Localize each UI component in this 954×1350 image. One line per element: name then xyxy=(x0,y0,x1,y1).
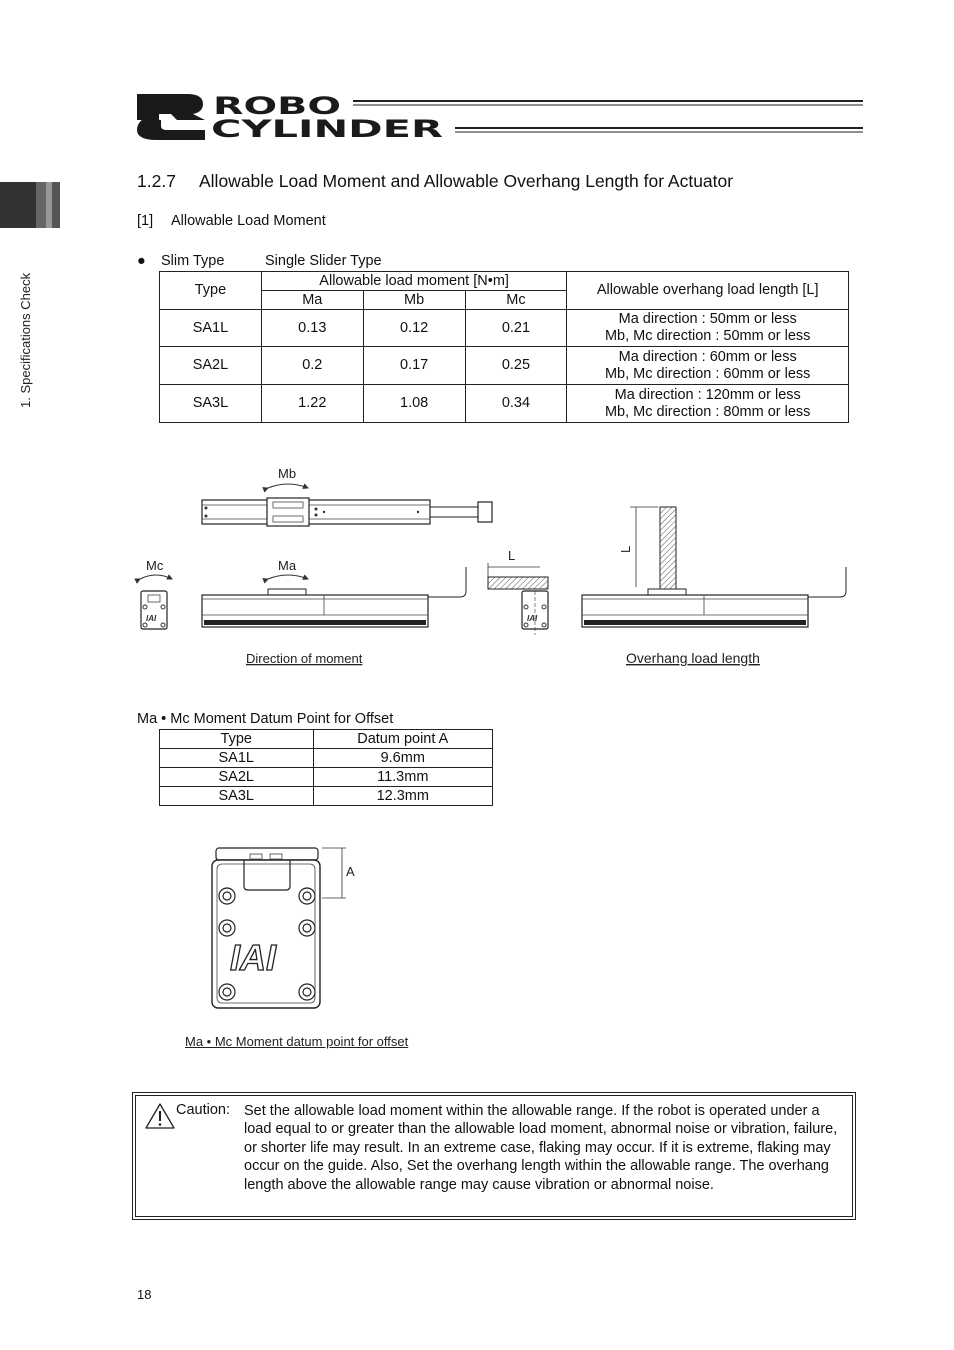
table-row xyxy=(160,749,493,768)
cell-type: SA1L xyxy=(160,749,314,768)
table-row xyxy=(160,385,849,423)
side-section-label: 1. Specifications Check xyxy=(18,272,33,408)
header-type: Type xyxy=(160,272,262,310)
header-type: Type xyxy=(160,730,314,749)
caption-overhang-load-length: Overhang load length xyxy=(626,650,760,666)
header-ma: Ma xyxy=(261,291,363,310)
cell-ma: 0.2 xyxy=(261,347,363,385)
header-datum-point: Datum point A xyxy=(313,730,492,749)
overhang-ma: Ma direction : 60mm or less xyxy=(618,348,797,365)
slider-label: Single Slider Type xyxy=(265,253,382,269)
overhang-mbmc: Mb, Mc direction : 50mm or less xyxy=(604,328,811,344)
logo-robo: ROBO xyxy=(213,92,341,120)
caution-box xyxy=(132,1092,856,1220)
cell-mb: 0.12 xyxy=(363,310,465,347)
cell-mb: 1.08 xyxy=(363,385,465,423)
overhang-ma: Ma direction : 120mm or less xyxy=(614,386,801,403)
cell-datum: 12.3mm xyxy=(313,787,492,806)
brand-mark-iai: IAI xyxy=(230,937,277,978)
datum-title: Ma • Mc Moment Datum Point for Offset xyxy=(137,711,394,727)
label-ma: Ma xyxy=(278,558,297,573)
cell-type: SA3L xyxy=(160,385,262,423)
slider-type-line xyxy=(137,253,382,269)
cell-ma: 1.22 xyxy=(261,385,363,423)
section-title: Allowable Load Moment and Allowable Overhang Length for Actuator xyxy=(199,171,734,191)
cell-overhang xyxy=(567,310,849,347)
bullet-icon: ● xyxy=(137,253,146,269)
cell-datum: 9.6mm xyxy=(313,749,492,768)
cell-datum: 11.3mm xyxy=(313,768,492,787)
cell-overhang xyxy=(567,385,849,423)
side-tab-marker xyxy=(0,182,60,228)
header-mb: Mb xyxy=(363,291,465,310)
cell-type: SA2L xyxy=(160,347,262,385)
cell-type: SA3L xyxy=(160,787,314,806)
cell-mc: 0.25 xyxy=(465,347,567,385)
datum-table xyxy=(159,729,493,806)
table-row xyxy=(160,347,849,385)
caution-text: Set the allowable load moment within the allowable range. If the robot is operated under a load equal to or greater than the allowable load moment, abnormal noise or vibration, failure, or shorter life may result. In an extreme case, flaking may occur. If it is extreme, flaking may occur on the guide. Also, Set the overhang length within the allowable range. The overhang length above the allowable range may cause vibration or abnormal noise. xyxy=(244,1103,838,1193)
page-number: 18 xyxy=(137,1287,152,1302)
caution-label: Caution: xyxy=(176,1102,231,1118)
cell-ma: 0.13 xyxy=(261,310,363,347)
cell-mc: 0.34 xyxy=(465,385,567,423)
table-row xyxy=(160,787,493,806)
subsection-number: [1] xyxy=(137,213,154,229)
brand-mark-end: IAI xyxy=(527,614,538,623)
moment-direction-diagram xyxy=(130,455,860,685)
cell-type: SA1L xyxy=(160,310,262,347)
brand-mark-small: IAI xyxy=(146,614,157,623)
section-heading xyxy=(137,171,733,192)
table-row xyxy=(160,310,849,347)
label-l-horizontal: L xyxy=(508,548,516,563)
label-a: A xyxy=(346,864,355,879)
section-number: 1.2.7 xyxy=(137,171,176,191)
label-l-vertical: L xyxy=(618,545,633,553)
load-moment-table xyxy=(159,271,849,423)
cell-mc: 0.21 xyxy=(465,310,567,347)
label-mc: Mc xyxy=(146,558,164,573)
label-mb: Mb xyxy=(278,466,297,481)
logo-cylinder: CYLINDER xyxy=(211,115,443,142)
datum-point-figure xyxy=(200,842,370,1017)
header-mc: Mc xyxy=(465,291,567,310)
type-label: Slim Type xyxy=(161,253,225,269)
header-overhang: Allowable overhang load length [L] xyxy=(567,272,849,310)
header-moment: Allowable load moment [N•m] xyxy=(261,272,567,291)
table-row xyxy=(160,768,493,787)
overhang-ma: Ma direction : 50mm or less xyxy=(618,311,797,327)
caption-datum-point: Ma • Mc Moment datum point for offset xyxy=(185,1034,409,1049)
cell-overhang xyxy=(567,347,849,385)
caption-direction-of-moment: Direction of moment xyxy=(246,651,363,666)
subsection-title: Allowable Load Moment xyxy=(171,213,326,229)
subsection-heading xyxy=(137,213,326,229)
overhang-mbmc: Mb, Mc direction : 60mm or less xyxy=(604,365,811,382)
cell-mb: 0.17 xyxy=(363,347,465,385)
cell-type: SA2L xyxy=(160,768,314,787)
warning-triangle-icon xyxy=(144,1102,176,1130)
caution-inner-border xyxy=(135,1095,853,1217)
overhang-mbmc: Mb, Mc direction : 80mm or less xyxy=(604,403,811,420)
robo-cylinder-logo xyxy=(137,92,867,142)
